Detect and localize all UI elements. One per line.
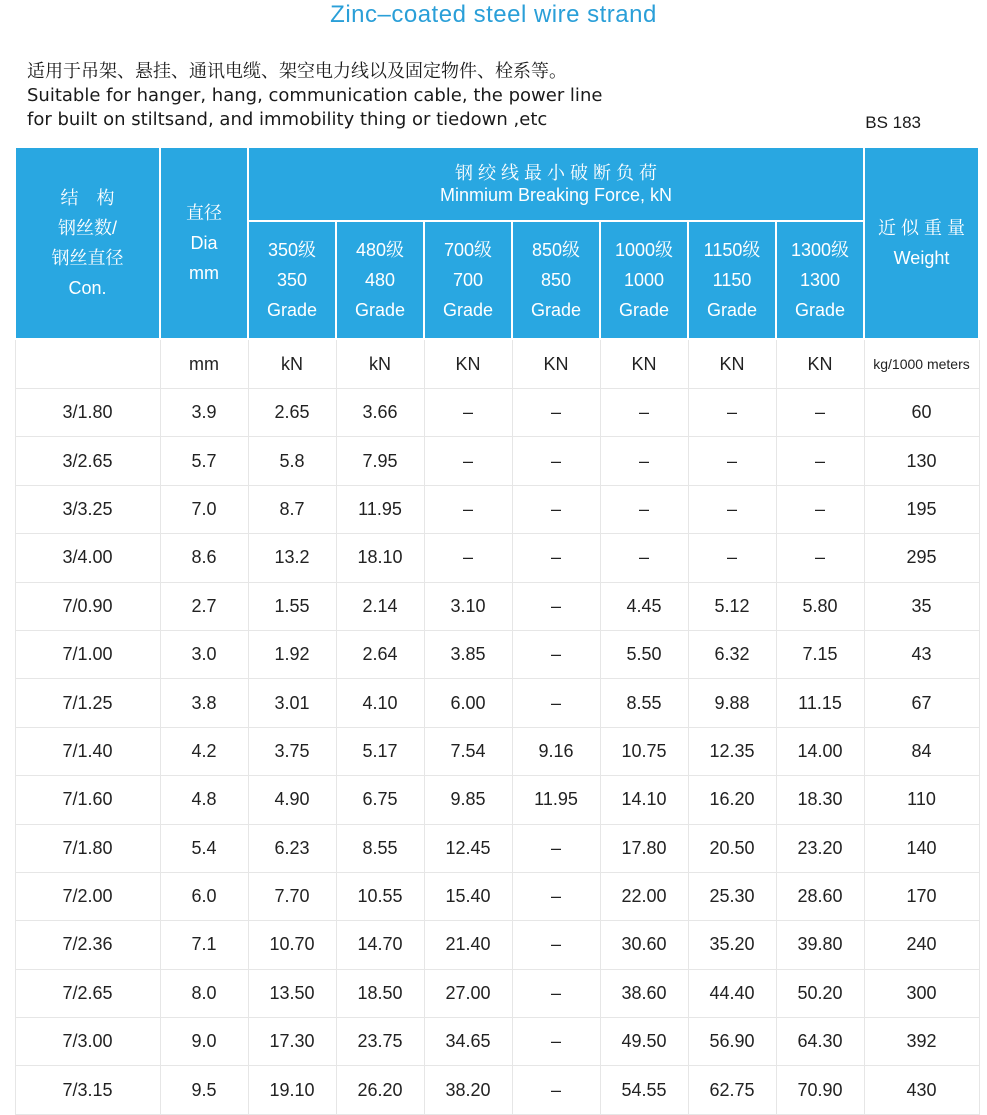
grade-1300-num: 1300 bbox=[799, 270, 841, 290]
header-grade-1150 bbox=[688, 221, 776, 339]
table-cell: – bbox=[512, 534, 600, 582]
table-cell: 3/4.00 bbox=[15, 534, 160, 582]
table-cell: 67 bbox=[864, 679, 979, 727]
table-cell: 130 bbox=[864, 437, 979, 485]
grade-1150-cn: 1150级 bbox=[703, 240, 761, 260]
grade-700-word: Grade bbox=[442, 300, 494, 320]
table-cell: 44.40 bbox=[688, 969, 776, 1017]
table-cell: – bbox=[512, 679, 600, 727]
grade-350-word: Grade bbox=[266, 300, 318, 320]
table-cell: 49.50 bbox=[600, 1018, 688, 1066]
table-cell: 5.12 bbox=[688, 582, 776, 630]
table-cell: 12.45 bbox=[424, 824, 512, 872]
intro-chinese: 适用于吊架、悬挂、通讯电缆、架空电力线以及固定物件、栓系等。 bbox=[27, 61, 567, 82]
table-cell: 17.80 bbox=[600, 824, 688, 872]
grade-1000-num: 1000 bbox=[623, 270, 665, 290]
table-cell: – bbox=[776, 389, 864, 437]
table-cell: 9.88 bbox=[688, 679, 776, 727]
grade-350-num: 350 bbox=[276, 270, 308, 290]
table-cell: – bbox=[776, 437, 864, 485]
table-cell: 7/1.25 bbox=[15, 679, 160, 727]
unit-cell: KN bbox=[424, 339, 512, 389]
table-cell: 7/1.80 bbox=[15, 824, 160, 872]
grade-850-cn: 850级 bbox=[531, 240, 581, 260]
table-cell: 12.35 bbox=[688, 727, 776, 775]
grade-1000-cn: 1000级 bbox=[614, 240, 674, 260]
table-cell: 2.64 bbox=[336, 630, 424, 678]
header-grade-1000 bbox=[600, 221, 688, 339]
table-cell: 23.75 bbox=[336, 1018, 424, 1066]
table-cell: – bbox=[776, 534, 864, 582]
table-row bbox=[15, 582, 979, 630]
table-cell: 9.85 bbox=[424, 776, 512, 824]
table-cell: – bbox=[600, 437, 688, 485]
table-cell: 8.0 bbox=[160, 969, 248, 1017]
table-cell: 10.75 bbox=[600, 727, 688, 775]
table-cell: 13.2 bbox=[248, 534, 336, 582]
table-row bbox=[15, 679, 979, 727]
table-cell: 295 bbox=[864, 534, 979, 582]
table-row bbox=[15, 1066, 979, 1114]
table-cell: 17.30 bbox=[248, 1018, 336, 1066]
table-cell: – bbox=[424, 437, 512, 485]
table-cell: 5.7 bbox=[160, 437, 248, 485]
grade-480-cn: 480级 bbox=[355, 240, 405, 260]
grade-350-cn: 350级 bbox=[267, 240, 317, 260]
table-cell: 5.50 bbox=[600, 630, 688, 678]
table-cell: 7/2.00 bbox=[15, 872, 160, 920]
unit-cell: KN bbox=[512, 339, 600, 389]
table-cell: 9.16 bbox=[512, 727, 600, 775]
table-cell: 7/1.40 bbox=[15, 727, 160, 775]
table-cell: – bbox=[600, 534, 688, 582]
table-cell: 3/3.25 bbox=[15, 485, 160, 533]
table-row bbox=[15, 389, 979, 437]
table-cell: – bbox=[512, 1018, 600, 1066]
table-cell: 70.90 bbox=[776, 1066, 864, 1114]
table-row bbox=[15, 776, 979, 824]
header-grade-850 bbox=[512, 221, 600, 339]
table-cell: 62.75 bbox=[688, 1066, 776, 1114]
table-cell: 110 bbox=[864, 776, 979, 824]
grade-1150-num: 1150 bbox=[712, 270, 752, 290]
table-cell: 50.20 bbox=[776, 969, 864, 1017]
table-cell: 1.92 bbox=[248, 630, 336, 678]
table-cell: 4.45 bbox=[600, 582, 688, 630]
header-diameter-unit: mm bbox=[189, 263, 219, 283]
intro-english-line-2: for built on stiltsand, and immobility thing or tiedown ,etc bbox=[27, 109, 548, 130]
table-cell: 3.01 bbox=[248, 679, 336, 727]
table-cell: – bbox=[512, 969, 600, 1017]
unit-cell: KN bbox=[600, 339, 688, 389]
unit-cell: KN bbox=[688, 339, 776, 389]
table-cell: 4.2 bbox=[160, 727, 248, 775]
table-cell: 35.20 bbox=[688, 921, 776, 969]
intro-english-line-1: Suitable for hanger, hang, communication cable, the power line bbox=[27, 85, 603, 106]
grade-480-num: 480 bbox=[364, 270, 396, 290]
table-cell: 8.55 bbox=[600, 679, 688, 727]
table-row bbox=[15, 534, 979, 582]
header-construction-en: Con. bbox=[68, 278, 107, 298]
table-cell: 5.80 bbox=[776, 582, 864, 630]
header-diameter-cn: 直径 bbox=[186, 203, 222, 223]
table-cell: 7/1.60 bbox=[15, 776, 160, 824]
header-construction-cn1: 结 构 bbox=[60, 188, 115, 208]
table-cell: – bbox=[688, 389, 776, 437]
table-cell: 7/2.65 bbox=[15, 969, 160, 1017]
unit-cell: kN bbox=[336, 339, 424, 389]
table-cell: 3.10 bbox=[424, 582, 512, 630]
grade-1300-cn: 1300级 bbox=[790, 240, 850, 260]
table-cell: – bbox=[776, 485, 864, 533]
table-cell: 9.0 bbox=[160, 1018, 248, 1066]
grade-1150-word: Grade bbox=[706, 300, 758, 320]
table-cell: – bbox=[688, 485, 776, 533]
header-weight bbox=[864, 147, 979, 339]
table-cell: 300 bbox=[864, 969, 979, 1017]
header-breaking-cn: 钢 绞 线 最 小 破 断 负 荷 bbox=[454, 163, 657, 183]
table-cell: 18.30 bbox=[776, 776, 864, 824]
table-cell: 11.95 bbox=[512, 776, 600, 824]
table-row bbox=[15, 1018, 979, 1066]
table-cell: – bbox=[512, 921, 600, 969]
table-cell: – bbox=[600, 389, 688, 437]
header-grade-350 bbox=[248, 221, 336, 339]
table-cell: 6.32 bbox=[688, 630, 776, 678]
table-cell: 3/2.65 bbox=[15, 437, 160, 485]
table-cell: – bbox=[600, 485, 688, 533]
table-cell: 11.15 bbox=[776, 679, 864, 727]
table-cell: – bbox=[512, 437, 600, 485]
table-cell: 7.70 bbox=[248, 872, 336, 920]
table-cell: 5.4 bbox=[160, 824, 248, 872]
unit-cell bbox=[15, 339, 160, 389]
table-row bbox=[15, 727, 979, 775]
table-cell: 13.50 bbox=[248, 969, 336, 1017]
header-construction-cn3: 钢丝直径 bbox=[51, 248, 124, 268]
table-cell: 4.8 bbox=[160, 776, 248, 824]
table-cell: – bbox=[512, 485, 600, 533]
header-grade-1300 bbox=[776, 221, 864, 339]
table-cell: 6.00 bbox=[424, 679, 512, 727]
table-cell: 84 bbox=[864, 727, 979, 775]
table-row bbox=[15, 630, 979, 678]
table-cell: 22.00 bbox=[600, 872, 688, 920]
table-row bbox=[15, 969, 979, 1017]
table-cell: 240 bbox=[864, 921, 979, 969]
table-cell: – bbox=[512, 630, 600, 678]
grade-1000-word: Grade bbox=[618, 300, 670, 320]
header-breaking-force bbox=[248, 147, 864, 221]
table-cell: 7/3.15 bbox=[15, 1066, 160, 1114]
header-construction-cn2: 钢丝数/ bbox=[57, 218, 117, 238]
table-cell: 3.9 bbox=[160, 389, 248, 437]
header-weight-cn: 近 似 重 量 bbox=[877, 218, 965, 238]
unit-cell: kN bbox=[248, 339, 336, 389]
table-cell: 5.8 bbox=[248, 437, 336, 485]
table-cell: 7.0 bbox=[160, 485, 248, 533]
table-cell: 7/3.00 bbox=[15, 1018, 160, 1066]
table-cell: 39.80 bbox=[776, 921, 864, 969]
table-cell: – bbox=[512, 824, 600, 872]
table-cell: 18.10 bbox=[336, 534, 424, 582]
table-cell: 3.8 bbox=[160, 679, 248, 727]
header-weight-en: Weight bbox=[893, 248, 950, 268]
table-cell: – bbox=[424, 534, 512, 582]
table-cell: 64.30 bbox=[776, 1018, 864, 1066]
table-cell: 54.55 bbox=[600, 1066, 688, 1114]
table-cell: – bbox=[512, 1066, 600, 1114]
strand-spec-table bbox=[14, 146, 980, 1115]
header-construction bbox=[15, 147, 160, 339]
table-cell: 9.5 bbox=[160, 1066, 248, 1114]
table-cell: – bbox=[688, 437, 776, 485]
table-cell: 3/1.80 bbox=[15, 389, 160, 437]
standard-label: BS 183 bbox=[865, 113, 921, 132]
unit-cell: mm bbox=[160, 339, 248, 389]
table-cell: – bbox=[424, 485, 512, 533]
header-breaking-en: Minmium Breaking Force, kN bbox=[439, 185, 673, 205]
table-cell: 14.10 bbox=[600, 776, 688, 824]
table-cell: 140 bbox=[864, 824, 979, 872]
table-cell: 5.17 bbox=[336, 727, 424, 775]
table-cell: 25.30 bbox=[688, 872, 776, 920]
table-cell: 195 bbox=[864, 485, 979, 533]
table-cell: 10.55 bbox=[336, 872, 424, 920]
header-diameter bbox=[160, 147, 248, 339]
table-row bbox=[15, 921, 979, 969]
grade-850-num: 850 bbox=[540, 270, 572, 290]
table-cell: 7.15 bbox=[776, 630, 864, 678]
table-cell: 35 bbox=[864, 582, 979, 630]
header-grade-700 bbox=[424, 221, 512, 339]
table-cell: 60 bbox=[864, 389, 979, 437]
table-cell: 8.6 bbox=[160, 534, 248, 582]
table-cell: 7.95 bbox=[336, 437, 424, 485]
table-cell: – bbox=[688, 534, 776, 582]
table-cell: 3.75 bbox=[248, 727, 336, 775]
table-cell: 2.14 bbox=[336, 582, 424, 630]
header-grade-480 bbox=[336, 221, 424, 339]
table-cell: 27.00 bbox=[424, 969, 512, 1017]
table-cell: 18.50 bbox=[336, 969, 424, 1017]
header-diameter-en: Dia bbox=[190, 233, 218, 253]
table-cell: 11.95 bbox=[336, 485, 424, 533]
table-cell: 10.70 bbox=[248, 921, 336, 969]
table-cell: 8.55 bbox=[336, 824, 424, 872]
table-row bbox=[15, 485, 979, 533]
table-cell: – bbox=[512, 389, 600, 437]
table-cell: 3.85 bbox=[424, 630, 512, 678]
table-cell: 4.10 bbox=[336, 679, 424, 727]
unit-cell: KN bbox=[776, 339, 864, 389]
table-cell: – bbox=[512, 872, 600, 920]
grade-480-word: Grade bbox=[354, 300, 406, 320]
table-cell: 430 bbox=[864, 1066, 979, 1114]
table-cell: 3.66 bbox=[336, 389, 424, 437]
grade-700-num: 700 bbox=[452, 270, 484, 290]
table-cell: 30.60 bbox=[600, 921, 688, 969]
table-cell: 7/2.36 bbox=[15, 921, 160, 969]
table-cell: 20.50 bbox=[688, 824, 776, 872]
table-cell: 392 bbox=[864, 1018, 979, 1066]
table-cell: 1.55 bbox=[248, 582, 336, 630]
table-cell: 3.0 bbox=[160, 630, 248, 678]
table-cell: 14.70 bbox=[336, 921, 424, 969]
table-row bbox=[15, 824, 979, 872]
table-cell: – bbox=[512, 582, 600, 630]
table-cell: 8.7 bbox=[248, 485, 336, 533]
table-row bbox=[15, 872, 979, 920]
table-cell: 6.23 bbox=[248, 824, 336, 872]
intro-text bbox=[27, 60, 602, 132]
table-cell: 26.20 bbox=[336, 1066, 424, 1114]
table-cell: 7.54 bbox=[424, 727, 512, 775]
table-cell: 38.20 bbox=[424, 1066, 512, 1114]
table-body bbox=[15, 339, 979, 1114]
grade-1300-word: Grade bbox=[794, 300, 846, 320]
table-cell: 2.7 bbox=[160, 582, 248, 630]
table-cell: 2.65 bbox=[248, 389, 336, 437]
table-cell: 4.90 bbox=[248, 776, 336, 824]
table-cell: 14.00 bbox=[776, 727, 864, 775]
unit-cell: kg/1000 meters bbox=[864, 339, 979, 389]
table-cell: – bbox=[424, 389, 512, 437]
table-cell: 23.20 bbox=[776, 824, 864, 872]
table-cell: 43 bbox=[864, 630, 979, 678]
table-cell: 7/0.90 bbox=[15, 582, 160, 630]
table-cell: 6.0 bbox=[160, 872, 248, 920]
page-title: Zinc–coated steel wire strand bbox=[330, 1, 657, 28]
table-cell: 6.75 bbox=[336, 776, 424, 824]
table-row bbox=[15, 437, 979, 485]
table-cell: 7/1.00 bbox=[15, 630, 160, 678]
grade-700-cn: 700级 bbox=[443, 240, 493, 260]
grade-850-word: Grade bbox=[530, 300, 582, 320]
table-cell: 15.40 bbox=[424, 872, 512, 920]
table-cell: 19.10 bbox=[248, 1066, 336, 1114]
table-cell: 16.20 bbox=[688, 776, 776, 824]
table-cell: 38.60 bbox=[600, 969, 688, 1017]
table-cell: 56.90 bbox=[688, 1018, 776, 1066]
table-cell: 28.60 bbox=[776, 872, 864, 920]
table-cell: 7.1 bbox=[160, 921, 248, 969]
table-cell: 21.40 bbox=[424, 921, 512, 969]
table-cell: 34.65 bbox=[424, 1018, 512, 1066]
units-row bbox=[15, 339, 979, 389]
table-cell: 170 bbox=[864, 872, 979, 920]
